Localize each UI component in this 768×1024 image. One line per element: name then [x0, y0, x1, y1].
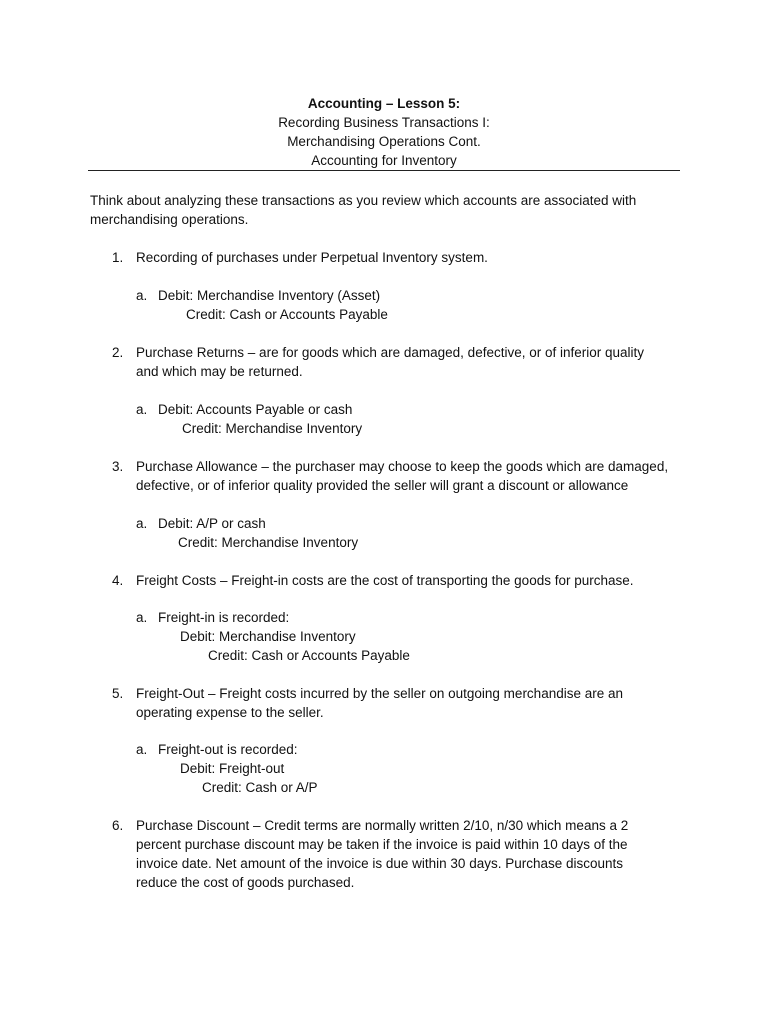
list-item-text: invoice date. Net amount of the invoice is due within 30 days. Purchase discounts: [136, 856, 624, 871]
list-number: 6.: [112, 818, 124, 833]
list-item-text: Recording of purchases under Perpetual Inventory system.: [136, 250, 488, 265]
list-item-text: Purchase Allowance – the purchaser may choose to keep the goods which are damaged,: [136, 459, 669, 474]
sub-item-line: Debit: Freight-out: [180, 761, 285, 776]
sub-item-line: Credit: Cash or A/P: [202, 780, 318, 795]
sub-item-text: Debit: A/P or cash: [158, 516, 266, 531]
sub-item-line: Debit: Merchandise Inventory: [180, 629, 356, 644]
list-number: 2.: [112, 345, 124, 360]
list-number: 4.: [112, 573, 124, 588]
sub-item-text: Debit: Merchandise Inventory (Asset): [158, 288, 381, 303]
sub-item-text: Freight-in is recorded:: [158, 610, 290, 625]
list-item-text: Freight-Out – Freight costs incurred by the seller on outgoing merchandise are an: [136, 686, 624, 701]
sub-item-text: Freight-out is recorded:: [158, 742, 298, 757]
list-item-text: Purchase Returns – are for goods which are damaged, defective, or of inferior quality: [136, 345, 645, 360]
lesson-subtitle: Accounting for Inventory: [311, 153, 457, 168]
list-item-text: Purchase Discount – Credit terms are normally written 2/10, n/30 which means a 2: [136, 818, 629, 833]
list-item-text: and which may be returned.: [136, 364, 303, 379]
document-header: [88, 94, 680, 170]
list-item-text: reduce the cost of goods purchased.: [136, 875, 355, 890]
sub-item-marker: a.: [136, 610, 148, 625]
sub-item-line: Credit: Cash or Accounts Payable: [186, 307, 388, 322]
sub-item-line: Credit: Merchandise Inventory: [178, 535, 359, 550]
sub-item-line: Credit: Cash or Accounts Payable: [208, 648, 410, 663]
list-number: 5.: [112, 686, 124, 701]
lesson-subtitle: Merchandising Operations Cont.: [287, 134, 481, 149]
sub-item-marker: a.: [136, 742, 148, 757]
list-item-text: defective, or of inferior quality provided the seller will grant a discount or allowance: [136, 478, 629, 493]
list-number: 3.: [112, 459, 124, 474]
list-item-text: percent purchase discount may be taken if the invoice is paid within 10 days of the: [136, 837, 628, 852]
list-item-text: Freight Costs – Freight-in costs are the cost of transporting the goods for purchase.: [136, 573, 634, 588]
list-number: 1.: [112, 250, 124, 265]
header-divider: [88, 170, 680, 171]
list-item-text: operating expense to the seller.: [136, 705, 324, 720]
lesson-title: Accounting – Lesson 5:: [307, 96, 461, 111]
sub-item-marker: a.: [136, 288, 148, 303]
lesson-subtitle: Recording Business Transactions I:: [278, 115, 490, 130]
sub-item-marker: a.: [136, 516, 148, 531]
intro-text: Think about analyzing these transactions as you review which accounts are associated with: [90, 193, 637, 208]
intro-text: merchandising operations.: [90, 212, 249, 227]
sub-item-text: Debit: Accounts Payable or cash: [158, 402, 353, 417]
sub-item-marker: a.: [136, 402, 148, 417]
sub-item-line: Credit: Merchandise Inventory: [182, 421, 363, 436]
